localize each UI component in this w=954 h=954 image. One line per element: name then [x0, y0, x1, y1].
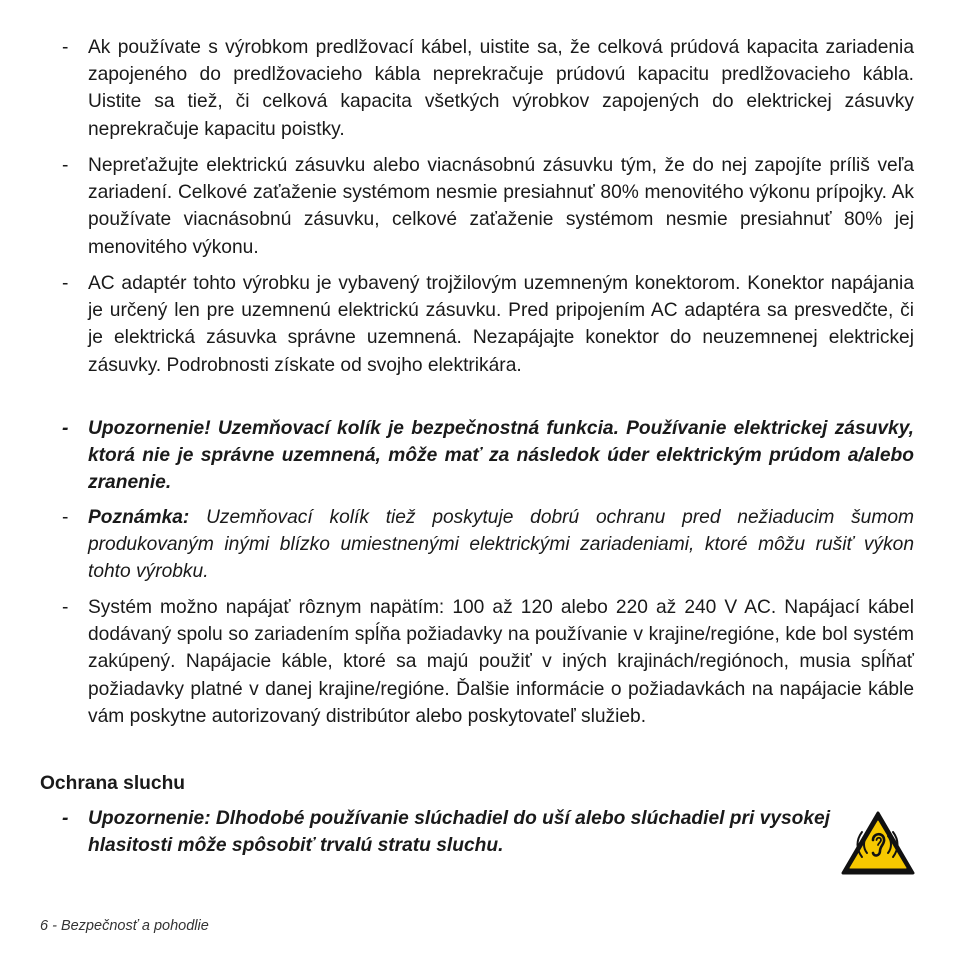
- list-bullet: -: [62, 155, 69, 176]
- list-item-text: Systém možno napájať rôznym napätím: 100 až 120 alebo 220 až 240 V AC. Napájací kábel dodávaný spolu so zariadením spĺňa požiadavky na používanie v krajine/regióne, kde bol systém zakúpený. Napájacie káble, ktoré sa majú použiť v iných krajinách/regiónoch, musia spĺňať požiadavky platné v danej krajine/regióne. Ďalšie informácie o požiadavkách na napájacie káble vám poskytne autorizovaný distribútor alebo poskytovateľ služieb.: [88, 597, 914, 727]
- list-bullet: -: [62, 37, 69, 58]
- hearing-damage-warning-icon: [840, 810, 916, 876]
- list-bullet: -: [62, 418, 69, 439]
- list-bullet: -: [62, 808, 69, 829]
- section-heading: Ochrana sluchu: [40, 773, 186, 794]
- list-item-text: Ak používate s výrobkom predlžovací kábel, uistite sa, že celková prúdová kapacita zariadenia zapojeného do predlžovacieho kábla neprekračuje prúdovú kapacitu predlžovacieho kábla. Uistite sa tiež, či celková kapacita všetkých výrobkov zapojených do elektrickej zásuvky neprekračuje kapacitu poistky.: [88, 37, 914, 140]
- note-label: Poznámka:: [88, 507, 190, 528]
- list-bullet: -: [62, 507, 69, 528]
- list-item-text: [88, 504, 914, 586]
- list-item-grounding-note: [62, 504, 914, 586]
- list-item-text: Upozornenie! Uzemňovací kolík je bezpečnostná funkcia. Používanie elektrickej zásuvky, ktorá nie je správne uzemnená, môže mať za následok úder elektrickým prúdom a/alebo zranenie.: [88, 418, 914, 494]
- list-item-text: Upozornenie: Dlhodobé používanie slúchadiel do uší alebo slúchadiel pri vysokej hlasitosti môže spôsobiť trvalú stratu sluchu.: [88, 808, 831, 857]
- list-bullet: -: [62, 597, 69, 618]
- list-item-overload: [62, 152, 914, 261]
- list-item-extension-cable: [62, 34, 914, 143]
- list-item-text: AC adaptér tohto výrobku je vybavený trojžilovým uzemneným konektorom. Konektor napájania je určený len pre uzemnenú elektrickú zásuvku. Pred pripojením AC adaptéra sa presvedčte, či je elektrická zásuvka správne uzemnená. Nezapájajte konektor do neuzemnenej elektrickej zásuvky. Podrobnosti získate od svojho elektrikára.: [88, 273, 914, 376]
- list-item-ac-adapter: [62, 270, 914, 379]
- list-bullet: -: [62, 273, 69, 294]
- list-item-hearing-warning: [62, 805, 842, 859]
- page-footer: 6 - Bezpečnosť a pohodlie: [40, 918, 209, 934]
- list-item-text: Nepreťažujte elektrickú zásuvku alebo viacnásobnú zásuvku tým, že do nej zapojíte príliš veľa zariadení. Celkové zaťaženie systémom nesmie presiahnuť 80% menovitého výkonu prípojky. Ak používate viacnásobnú zásuvku, celkové zaťaženie systémom nesmie presiahnuť 80% jej menovitého výkonu.: [88, 155, 914, 258]
- note-text: Uzemňovací kolík tiež poskytuje dobrú ochranu pred nežiaducim šumom produkovaným inými blízko umiestnenými elektrickými zariadeniami, ktoré môžu rušiť výkon tohto výrobku.: [88, 507, 914, 583]
- list-item-grounding-warning: [62, 415, 914, 497]
- list-item-voltage: [62, 594, 914, 730]
